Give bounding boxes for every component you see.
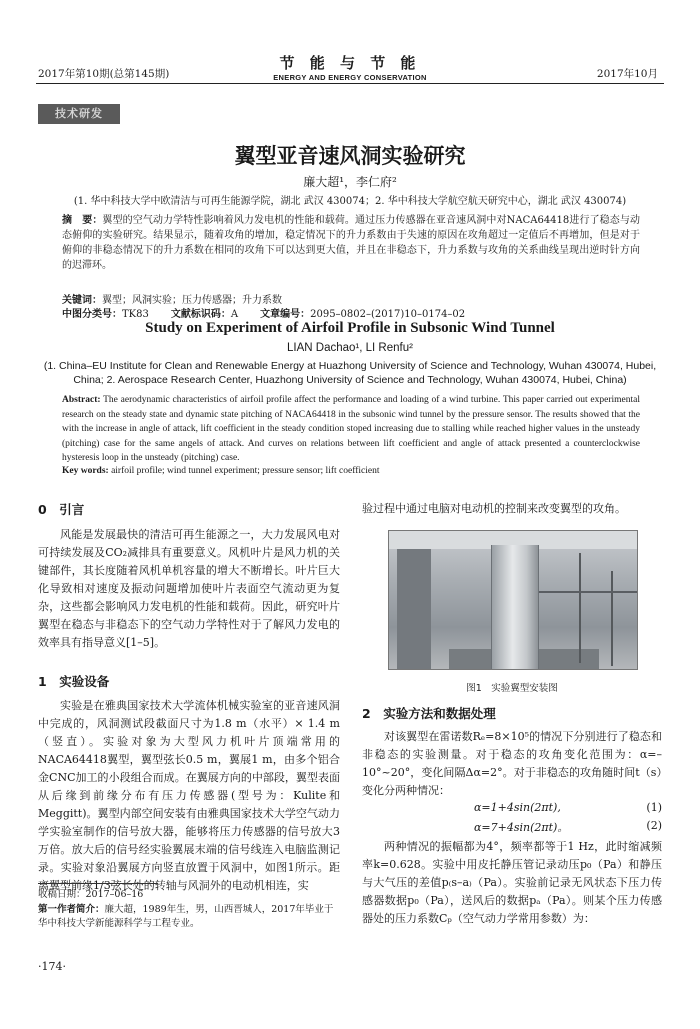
received-date: 收稿日期：2017–06–16 <box>38 889 144 900</box>
method-paragraph-2: 两种情况的振幅都为4°，频率都等于1 Hz，此时缩减频率k=0.628。实验中用皮托静压管记录动压p₀（Pa）和静压与大气压的差值p₍s–a₎（Pa）。实验前记录无风状态下压力传感器数据p₀（Pa），送风后的数据pₐ（Pa）。则某个压力传感器处的压力系数Cₚ（空气动力学常用参数）为： <box>362 840 662 925</box>
right-continued-text: 验过程中通过电脑对电动机的控制来改变翼型的攻角。 <box>362 502 626 515</box>
method-heading: 2 实验方法和数据处理 <box>362 706 496 721</box>
authors-cn: 廉大超¹，李仁府² <box>303 175 397 189</box>
abstract-cn-text: 翼型的空气动力学特性影响着风力发电机的性能和载荷。通过压力传感器在亚音速风洞中对NACA64418进行了稳态与动态俯仰的实验研究。结果显示，随着攻角的增加，稳定情况下的升力系数由于失速的原因在攻角超过一定值后不再增加，但是对于俯仰的非稳态情况下的升力系数在相同的攻角下可以达到更大值，并且在非稳态下，升力系数与攻角的关系曲线呈现出逆时针方向的迟滞环。 <box>62 215 641 271</box>
classification-row <box>62 305 465 320</box>
equation-1-number: (1) <box>646 801 662 814</box>
abstract-cn-label: 摘 要： <box>62 215 103 226</box>
keywords-en <box>62 466 640 476</box>
intro-paragraph: 风能是发展最快的清洁可再生能源之一，大力发展风电对可持续发展及CO₂减排具有重要意义。风机叶片是风力机的关键部件，其长度随着风机单机容量的增大不断增长。叶片巨大化导致相对速度及振动问题增加使叶片表面空气流动更为复杂，这些都会影响风力发电机的性能和载荷。因此，研究叶片翼型在稳态与非稳态下的空气动力学特性对于了解风力发电的效率具有指导意义[1–5]。 <box>38 528 340 649</box>
keywords-en-label: Key words: <box>62 466 109 476</box>
intro-heading: 0 引言 <box>38 502 85 517</box>
abstract-cn <box>62 213 640 273</box>
clc-label: 中图分类号： <box>62 309 122 320</box>
figure-caption: 图1 实验翼型安装图 <box>466 683 558 694</box>
keywords-cn <box>62 291 640 306</box>
keywords-cn-label: 关键词： <box>62 295 102 306</box>
authors-en: LIAN Dachao¹, LI Renfu² <box>287 342 413 354</box>
airfoil-model <box>491 545 539 669</box>
equation-1 <box>362 801 662 819</box>
page-number: ·174· <box>38 960 66 973</box>
abstract-en <box>62 393 640 466</box>
affiliation-en: (1. China–EU Institute for Clean and Renewable Energy at Huazhong University of Science and Technology, Wuhan 430074, Hubei, China; 2. Aerospace Research Center, Huazhong University of Science and Technology, Wuhan 430074, Hubei, China) <box>43 360 657 386</box>
article-title-cn: 翼型亚音速风洞实验研究 <box>234 144 466 168</box>
wind-tunnel-photo <box>388 530 638 670</box>
article-number-label: 文章编号： <box>260 309 311 320</box>
equation-2-body: α=7+4sin(2πt)。 <box>474 821 569 834</box>
keywords-cn-text: 翼型；风洞实验；压力传感器；升力系数 <box>102 295 282 306</box>
article-title-en: Study on Experiment of Airfoil Profile in Subsonic Wind Tunnel <box>145 320 555 336</box>
doc-code-value: A <box>230 309 239 320</box>
abstract-en-label: Abstract: <box>62 395 101 405</box>
header-rule <box>36 83 664 84</box>
equipment-paragraph: 实验是在雅典国家技术大学流体机械实验室的亚音速风洞中完成的，风洞测试段截面尺寸为1.8 m（水平）× 1.4 m（竖直）。实验对象为大型风力机叶片顶端常用的NACA64418翼型，翼型弦长0.5 m，翼展1 m，由多个铝合金CNC加工的小段组合而成。在翼展方向的中部段，翼型表面从后缘到前缘分布有压力传感器(型号为：Kulite和Meggitt)。翼型内部空间安装有由雅典国家技术大学空气动力学实验室制作的信号放大器，能够将压力传感器的信号放大3万倍。放大后的信号经实验翼展末端的信号线连入电脑监测记录。实验对象沿翼展方向竖直放置于风洞中，如图1所示。距离翼型前缘1/3弦长处的转轴与风洞外的电动机相连，实 <box>38 699 340 892</box>
equipment-heading: 1 实验设备 <box>38 674 110 689</box>
article-number-value: 2095–0802–(2017)10–0174–02 <box>310 309 466 320</box>
issue-info: 2017年第10期(总第145期) <box>38 68 170 80</box>
author-bio-text: 廉大超，1989年生，男，山西晋城人，2017年毕业于华中科技大学新能源科学与工程专业。 <box>38 904 334 929</box>
journal-title-cn: 节 能 与 节 能 <box>279 54 421 72</box>
equation-2 <box>362 819 662 837</box>
journal-title-en: ENERGY AND ENERGY CONSERVATION <box>273 73 427 82</box>
journal-masthead <box>0 52 700 82</box>
method-paragraph: 对该翼型在雷诺数Rₑ=8×10⁵的情况下分别进行了稳态和非稳态的实验测量。对于稳态的攻角变化范围为：α=–10°~20°，变化间隔Δα=2°。对于非稳态的攻角随时间t（s）变化分两种情况： <box>362 730 662 797</box>
doc-code-label: 文献标识码： <box>170 309 231 320</box>
equation-1-body: α=1+4sin(2πt), <box>474 801 561 814</box>
author-bio <box>38 903 340 931</box>
column-tag: 技术研发 <box>38 104 120 124</box>
issue-date: 2017年10月 <box>596 68 658 80</box>
equation-2-number: (2) <box>646 819 662 832</box>
abstract-en-text: The aerodynamic characteristics of airfoil profile affect the performance and loading of a wind turbine. This paper carried out experimental research on the steady state and dynamic state pitching of NACA64418 in the subsonic wind tunnel by the pressure sensor. The results showed that the with the increase in angle of attack, lift coefficient in the steady condition stoped increasing due to stalling while reached higher values in the unsteady (pitching) case for the same angels of attack. And curves on relations between lift coefficient and angle of attack presented a counterclockwise hysteresis loop in the unsteady (pitching) case. <box>62 395 640 463</box>
affiliation-cn: (1. 华中科技大学中欧清洁与可再生能源学院，湖北 武汉 430074；2. 华中科技大学航空航天研究中心，湖北 武汉 430074) <box>73 196 627 207</box>
footnote-rule <box>38 883 158 884</box>
clc-value: TK83 <box>122 309 149 320</box>
keywords-en-text: airfoil profile; wind tunnel experiment; pressure sensor; lift coefficient <box>111 466 380 476</box>
author-bio-label: 第一作者简介： <box>38 904 105 915</box>
